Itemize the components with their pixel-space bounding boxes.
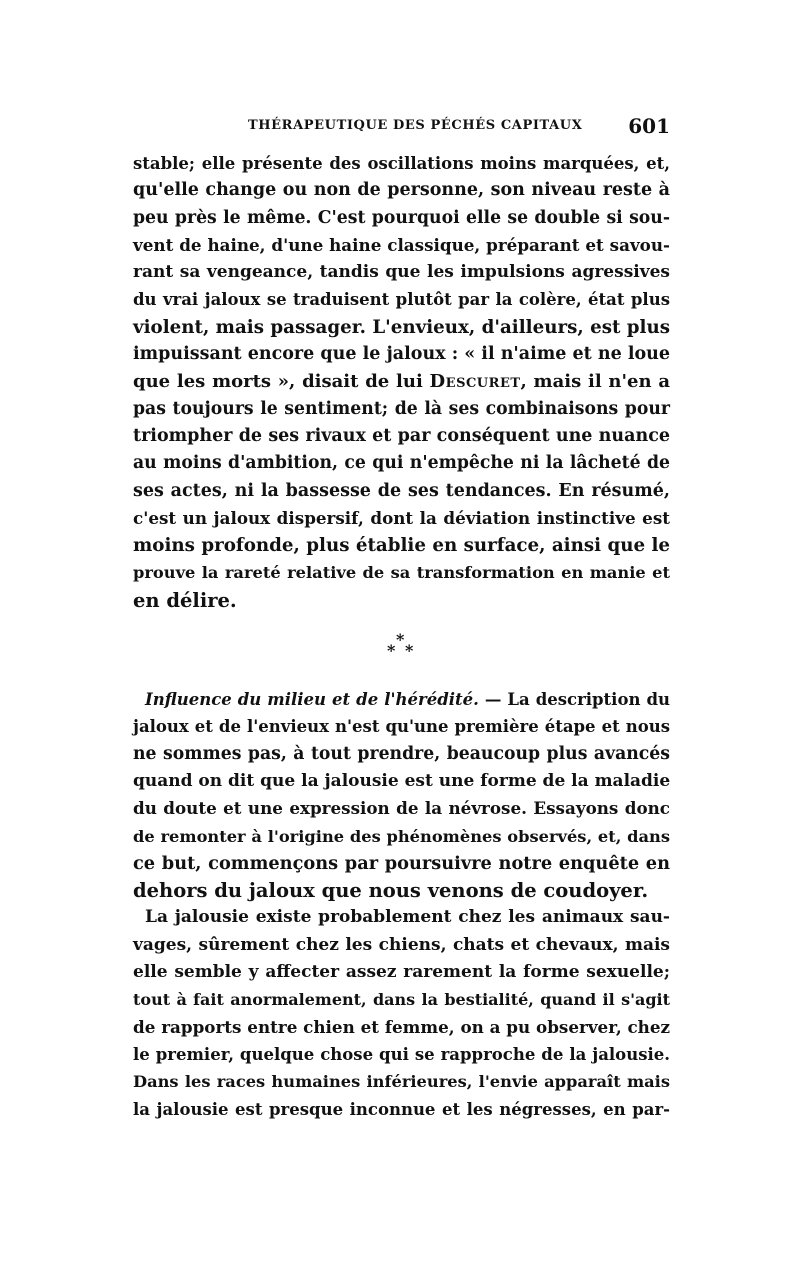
text-line: jaloux et de l'envieux n'est qu'une première étape et nous: [133, 717, 670, 737]
text-line: en délire.: [133, 588, 237, 612]
text-line: de rapports entre chien et femme, on a pu observer, chez: [133, 1016, 671, 1037]
text-line: violent, mais passager. L'envieux, d'ailleurs, est plus: [133, 316, 670, 338]
text-line: vent de haine, d'une haine classique, préparant et savou-: [133, 234, 670, 255]
text-line: stable; elle présente des oscillations moins marquées, et,: [133, 154, 670, 173]
text-line: quand on dit que la jalousie est une forme de la maladie: [133, 770, 671, 791]
paragraph-3: [133, 904, 670, 1122]
text-fragment: — La description du: [478, 690, 670, 710]
text-line: ne sommes pas, à tout prendre, beaucoup plus avancés: [133, 743, 670, 764]
text-line: Dans les races humaines inférieures, l'envie apparaît mais: [133, 1072, 670, 1092]
text-line: vages, sûrement chez les chiens, chats et chevaux, mais: [133, 934, 670, 955]
text-line: pas toujours le sentiment; de là ses combinaisons pour: [133, 398, 670, 419]
text-line: [133, 686, 670, 713]
running-head: [133, 116, 670, 140]
text-line: tout à fait anormalement, dans la bestialité, quand il s'agit: [133, 990, 670, 1010]
text-fragment: , mais il n'en a: [520, 371, 670, 393]
text-line: ses actes, ni la bassesse de ses tendances. En résumé,: [133, 480, 670, 501]
text-line: prouve la rareté relative de sa transformation en manie et: [133, 563, 670, 583]
page-number: 601: [628, 114, 670, 138]
body-text: [133, 150, 670, 1123]
section-heading: Influence du milieu et de l'hérédité.: [145, 690, 479, 710]
text-line: c'est un jaloux dispersif, dont la déviation instinctive est: [133, 507, 670, 528]
text-line: ce but, commençons par poursuivre notre enquête en: [133, 852, 670, 874]
text-line: elle semble y affecter assez rarement la forme sexuelle;: [133, 962, 670, 983]
asterism-star: *: [405, 641, 414, 661]
text-line: [133, 368, 670, 395]
text-line: dehors du jaloux que nous venons de coudoyer.: [133, 879, 649, 903]
text-line: peu près le même. C'est pourquoi elle se double si sou-: [133, 207, 670, 228]
paragraph-1: [133, 150, 670, 614]
text-line: triompher de ses rivaux et par conséquent une nuance: [133, 425, 670, 446]
paragraph-2: [133, 686, 670, 904]
text-line: qu'elle change ou non de personne, son niveau reste à: [133, 180, 670, 201]
text-line: impuissant encore que le jaloux : « il n'aime et ne loue: [133, 344, 670, 365]
text-fragment: que les morts », disait de lui: [133, 371, 430, 393]
text-line: rant sa vengeance, tandis que les impulsions agressives: [133, 262, 670, 283]
text-line: le premier, quelque chose qui se rapproche de la jalousie.: [133, 1044, 670, 1064]
text-line: du vrai jaloux se traduisent plutôt par la colère, état plus: [133, 290, 670, 310]
text-line: de remonter à l'origine des phénomènes observés, et, dans: [133, 826, 670, 846]
text-line: moins profonde, plus établie en surface, ainsi que le: [133, 535, 670, 557]
text-line: au moins d'ambition, ce qui n'empêche ni la lâcheté de: [133, 453, 670, 474]
text-line: La jalousie existe probablement chez les animaux sau-: [145, 907, 670, 928]
text-line: la jalousie est presque inconnue et les négresses, en par-: [133, 1099, 670, 1119]
author-name: Descuret: [429, 371, 521, 393]
asterism: [133, 614, 670, 676]
asterism-star: *: [387, 641, 396, 661]
asterism-star: *: [396, 630, 405, 650]
running-title: THÉRAPEUTIQUE DES PÉCHÉS CAPITAUX: [248, 118, 583, 133]
text-line: du doute et une expression de la névrose. Essayons donc: [133, 798, 670, 819]
